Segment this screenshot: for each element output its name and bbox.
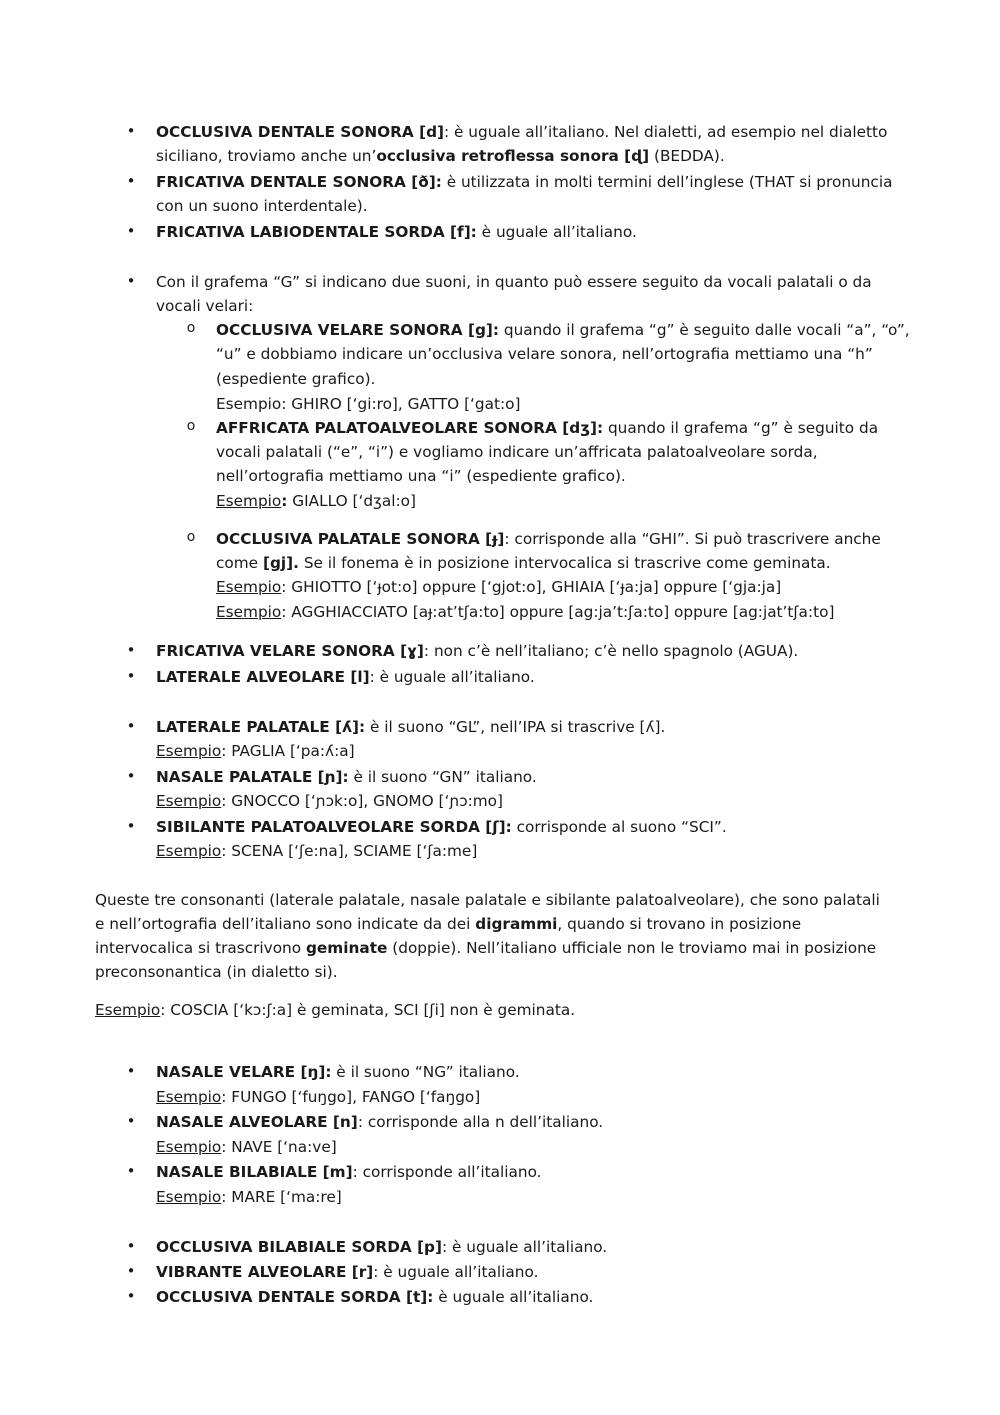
term-heading: LATERALE ALVEOLARE [l] [156,668,370,686]
example-line [156,1087,480,1107]
example-line [156,1137,337,1157]
list-item-fricativa-labiodentale-sorda [156,222,637,242]
paragraph-text: , quando si trovano in posizione [557,915,802,933]
example-colon: : [281,492,288,510]
sub-item-continuation: nell’ortografia mettiamo una “i” (espediente grafico). [216,467,626,485]
sub-item-continuation [216,553,831,573]
item-text: quando il grafema “g” è seguito dalle vocali “a”, “o”, [499,321,910,339]
bold-term: geminate [305,939,388,957]
bold-term: occlusiva retroflessa sonora [ɖ] [376,147,650,165]
example-label: Esempio [156,742,222,760]
item-text: : corrisponde all’italiano. [352,1163,542,1181]
item-text: corrisponde al suono “SCI”. [511,818,727,836]
example-label: Esempio [156,1088,222,1106]
sub-item-continuation: vocali palatali (“e”, “i”) e vogliamo indicare un’affricata palatoalveolare sorda, [216,443,818,461]
example-line: Esempio: GHIRO [‘gi:ro], GATTO [‘gat:o] [216,395,521,413]
example-line [156,791,503,811]
item-text: è il suono “NG” italiano. [331,1063,520,1081]
sub-bullet: o [186,529,196,545]
example-line [95,1000,575,1020]
list-item-continuation [156,196,368,216]
example-label: Esempio [156,792,222,810]
item-text: : è uguale all’italiano. [373,1263,539,1281]
example-label: Esempio [216,603,282,621]
item-text: : è uguale all’italiano. [442,1238,608,1256]
paragraph-line [95,914,801,934]
bullet: • [126,172,136,190]
example-text: : GHIOTTO [‘ɟot:o] oppure [‘gjot:o], GHIAIA [‘ɟa:ja] oppure [‘gja:ja] [281,578,782,596]
example-text: : COSCIA [‘kɔ:ʃ:a] è geminata, SCI [ʃi] non è geminata. [160,1001,576,1019]
bullet: • [126,667,136,685]
example-text: : MARE [‘ma:re] [221,1188,342,1206]
item-text: è il suono “GN” italiano. [348,768,537,786]
paragraph-text: e nell’ortografia dell’italiano sono indicate da dei [95,915,476,933]
list-item-laterale-alveolare [156,667,535,687]
paragraph-text: (doppie). Nell’italiano ufficiale non le troviamo mai in posizione [387,939,877,957]
term-heading: LATERALE PALATALE [ʎ]: [156,718,366,736]
list-item-occlusiva-bilabiale-sorda [156,1237,607,1257]
sub-bullet: o [186,418,196,434]
example-label: Esempio [95,1001,161,1019]
list-item-continuation [156,146,725,166]
list-item-grafema-g: Con il grafema “G” si indicano due suoni, in quanto può essere seguito da vocali palatali o da [156,273,872,291]
item-text: siciliano, troviamo anche un’ [156,147,377,165]
list-item-fricativa-dentale-sonora [156,172,892,192]
bullet: • [126,222,136,240]
term-heading: OCCLUSIVA VELARE SONORA [g]: [216,321,499,339]
term-heading: NASALE VELARE [ŋ]: [156,1063,332,1081]
list-item-nasale-palatale [156,767,537,787]
term-heading: OCCLUSIVA DENTALE SONORA [d] [156,123,445,141]
item-text: è uguale all’italiano. [433,1288,594,1306]
example-label: Esempio [216,492,282,510]
example-text: : FUNGO [‘fuŋgo], FANGO [‘faŋgo] [221,1088,481,1106]
list-item-fricativa-velare-sonora [156,641,798,661]
sub-item-occlusiva-velare-sonora [216,320,910,340]
example-label: Esempio [156,1138,222,1156]
item-text: : corrisponde alla n dell’italiano. [357,1113,604,1131]
item-text: : non c’è nell’italiano; c’è nello spagnolo (AGUA). [423,642,799,660]
list-item-occlusiva-dentale-sorda [156,1287,593,1307]
list-item-nasale-bilabiale [156,1162,542,1182]
paragraph-line [95,938,876,958]
list-item-sibilante-palatoalveolare-sorda [156,817,727,837]
bullet: • [126,1287,136,1305]
term-heading: NASALE ALVEOLARE [n] [156,1113,358,1131]
paragraph-text: intervocalica si trascrivono [95,939,306,957]
sub-item-continuation: “u” e dobbiamo indicare un’occlusiva velare sonora, nell’ortografia mettiamo una “h” [216,345,873,363]
term-heading: FRICATIVA LABIODENTALE SORDA [f]: [156,223,477,241]
term-heading: OCCLUSIVA PALATALE SONORA [ɟ] [216,530,505,548]
bold-term: digrammi [475,915,558,933]
item-text: è il suono “GL”, nell’IPA si trascrive [ʎ]. [365,718,666,736]
bullet: • [126,1162,136,1180]
example-line [216,602,834,622]
example-text: : NAVE [‘na:ve] [221,1138,337,1156]
example-label: Esempio [156,1188,222,1206]
paragraph-line: preconsonantica (in dialetto si). [95,963,338,981]
example-text: : AGGHIACCIATO [aɟ:at’tʃa:to] oppure [ag:ja’t:ʃa:to] oppure [ag:jat’tʃa:to] [281,603,835,621]
example-text: : PAGLIA [‘pa:ʎ:a] [221,742,355,760]
example-text: : GNOCCO [‘ɲɔk:o], GNOMO [‘ɲɔ:mo] [221,792,504,810]
item-text: come [216,554,263,572]
list-item-nasale-alveolare [156,1112,603,1132]
bullet: • [126,1237,136,1255]
item-text: è uguale all’italiano. [476,223,637,241]
item-text: è utilizzata in molti termini dell’inglese (THAT si pronuncia [441,173,893,191]
sub-item-continuation: (espediente grafico). [216,370,376,388]
item-text: con un suono interdentale). [156,197,368,215]
item-text: (BEDDA). [649,147,725,165]
term-heading: FRICATIVA VELARE SONORA [ɣ] [156,642,424,660]
item-text: quando il grafema “g” è seguito da [603,419,879,437]
bullet: • [126,1062,136,1080]
list-item-occlusiva-dentale-sonora [156,122,887,142]
list-item-vibrante-alveolare [156,1262,538,1282]
bullet: • [126,641,136,659]
example-line [216,491,416,511]
term-heading: OCCLUSIVA DENTALE SORDA [t]: [156,1288,434,1306]
term-heading: NASALE BILABIALE [m] [156,1163,353,1181]
term-heading: NASALE PALATALE [ɲ]: [156,768,349,786]
bullet: • [126,122,136,140]
list-item-nasale-velare [156,1062,520,1082]
list-item-continuation: vocali velari: [156,297,254,315]
sub-item-occlusiva-palatale-sonora [216,529,881,549]
example-line [216,577,781,597]
example-line [156,1187,342,1207]
bullet: • [126,1262,136,1280]
term-heading: VIBRANTE ALVEOLARE [r] [156,1263,374,1281]
item-text: : è uguale all’italiano. [369,668,535,686]
example-line [156,841,477,861]
item-text: : corrisponde alla “GHI”. Si può trascrivere anche [504,530,881,548]
sub-bullet: o [186,320,196,336]
item-text: Se il fonema è in posizione intervocalica si trascrive come geminata. [298,554,831,572]
bullet: • [126,1112,136,1130]
example-text: GIALLO [‘dʒal:o] [287,492,416,510]
term-heading: SIBILANTE PALATOALVEOLARE SORDA [ʃ]: [156,818,512,836]
example-label: Esempio [216,578,282,596]
example-line [156,741,355,761]
bullet: • [126,767,136,785]
paragraph-line: Queste tre consonanti (laterale palatale, nasale palatale e sibilante palatoalveolare), che sono palatali [95,891,880,909]
term-heading: AFFRICATA PALATOALVEOLARE SONORA [dʒ]: [216,419,604,437]
bullet: • [126,717,136,735]
sub-item-affricata-palatoalveolare-sonora [216,418,878,438]
term-heading: FRICATIVA DENTALE SONORA [ð]: [156,173,442,191]
bullet: • [126,817,136,835]
item-text: : è uguale all’italiano. Nel dialetti, ad esempio nel dialetto [444,123,888,141]
bullet: • [126,272,136,290]
bold-term: [gj]. [262,554,299,572]
example-label: Esempio [156,842,222,860]
term-heading: OCCLUSIVA BILABIALE SORDA [p] [156,1238,442,1256]
list-item-laterale-palatale [156,717,665,737]
example-text: : SCENA [‘ʃe:na], SCIAME [‘ʃa:me] [221,842,478,860]
